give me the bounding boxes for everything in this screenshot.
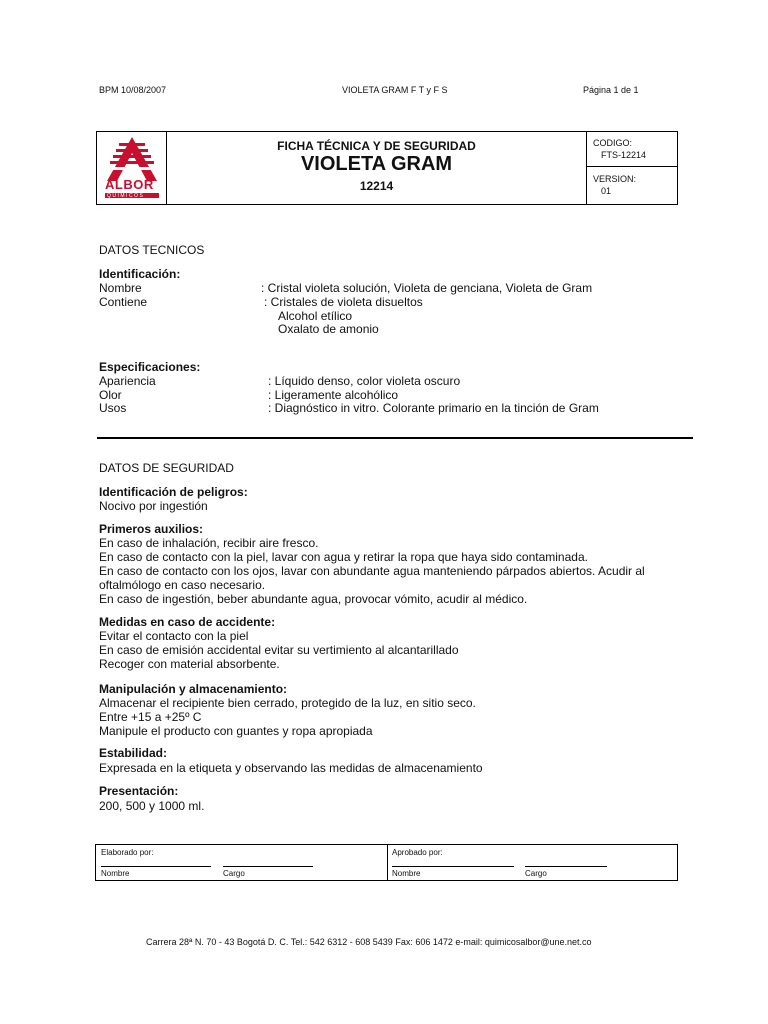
product-code: 12214: [359, 179, 394, 193]
title-cell: [167, 132, 586, 204]
especificaciones-heading: Especificaciones:: [99, 360, 201, 374]
olor-value: : Ligeramente alcohólico: [268, 388, 399, 402]
datos-seguridad-heading: DATOS DE SEGURIDAD: [99, 461, 234, 475]
codigo-label: CODIGO:: [593, 138, 633, 148]
signature-divider: [387, 845, 388, 880]
peligros-heading: Identificación de peligros:: [99, 485, 248, 499]
accidente-line: Evitar el contacto con la piel: [99, 629, 249, 643]
header-right: Página 1 de 1: [583, 85, 639, 95]
apariencia-value: : Líquido denso, color violeta oscuro: [268, 374, 461, 388]
contiene-extra-2: Oxalato de amonio: [278, 322, 379, 336]
sheet-subtitle: FICHA TÉCNICA Y DE SEGURIDAD: [277, 139, 476, 153]
datos-tecnicos-heading: DATOS TECNICOS: [99, 243, 205, 257]
auxilios-text: [99, 536, 645, 606]
logo-subtext: QUIMICOS: [107, 193, 145, 199]
nombre-label: Nombre: [99, 281, 142, 295]
manipulacion-text: [99, 696, 476, 738]
auxilios-heading: Primeros auxilios:: [99, 522, 204, 536]
codigo-value: FTS-12214: [601, 150, 647, 160]
header-left: BPM 10/08/2007: [99, 85, 167, 95]
manipulacion-line: Entre +15 a +25º C: [99, 710, 202, 724]
aprobado-cargo-label: Cargo: [525, 869, 547, 878]
accidente-line: En caso de emisión accidental evitar su vertimiento al alcantarillado: [99, 643, 459, 657]
accidente-text: [99, 629, 459, 671]
contiene-value: : Cristales de violeta disueltos: [264, 295, 423, 309]
manipulacion-heading: Manipulación y almacenamiento:: [99, 682, 288, 696]
auxilios-line: En caso de contacto con los ojos, lavar con abundante agua manteniendo párpados abiertos. Acudir al: [99, 564, 645, 578]
title-box: [96, 131, 678, 205]
auxilios-line: En caso de inhalación, recibir aire fresco.: [99, 536, 319, 550]
presentacion-line: 200, 500 y 1000 ml.: [99, 799, 205, 813]
accidente-line: Recoger con material absorbente.: [99, 657, 280, 671]
peligros-line: Nocivo por ingestión: [99, 499, 208, 513]
estabilidad-text: [99, 761, 483, 775]
logo-cell: [97, 132, 167, 204]
usos-label: Usos: [99, 401, 127, 415]
nombre-value: : Cristal violeta solución, Violeta de genciana, Violeta de Gram: [261, 281, 593, 295]
contiene-label: Contiene: [99, 295, 148, 309]
meta-cell: [586, 132, 678, 204]
logo-text: ALBOR: [105, 177, 154, 192]
elaborado-cargo-line: [223, 866, 313, 867]
accidente-heading: Medidas en caso de accidente:: [99, 615, 276, 629]
apariencia-label: Apariencia: [99, 374, 156, 388]
version-label: VERSION:: [593, 174, 637, 184]
section-divider: [97, 437, 693, 439]
elaborado-nombre-line: [101, 866, 211, 867]
peligros-text: [99, 499, 208, 513]
contiene-extra-1: Alcohol etílico: [278, 309, 353, 323]
presentacion-heading: Presentación:: [99, 784, 179, 798]
aprobado-label: Aprobado por:: [392, 848, 443, 857]
footer-address: Carrera 28ª N. 70 - 43 Bogotá D. C. Tel.: 542 6312 - 608 5439 Fax: 606 1472 e-mail: quimicosalbor@une.net.co: [146, 937, 592, 947]
elaborado-cargo-label: Cargo: [223, 869, 245, 878]
header-center: VIOLETA GRAM F T y F S: [342, 85, 448, 95]
manipulacion-line: Manipule el producto con guantes y ropa apropiada: [99, 724, 373, 738]
codigo-cell: [587, 132, 678, 167]
aprobado-cargo-line: [525, 866, 607, 867]
usos-value: : Diagnóstico in vitro. Colorante primario en la tinción de Gram: [268, 401, 599, 415]
version-value: 01: [601, 186, 612, 196]
manipulacion-line: Almacenar el recipiente bien cerrado, protegido de la luz, en sitio seco.: [99, 696, 476, 710]
identificacion-heading: Identificación:: [99, 267, 181, 281]
aprobado-nombre-line: [392, 866, 514, 867]
auxilios-line: En caso de ingestión, beber abundante agua, provocar vómito, acudir al médico.: [99, 592, 528, 606]
presentacion-text: [99, 799, 204, 813]
estabilidad-heading: Estabilidad:: [99, 746, 168, 760]
aprobado-nombre-label: Nombre: [392, 869, 421, 878]
product-title: VIOLETA GRAM: [300, 153, 453, 175]
estabilidad-line: Expresada en la etiqueta y observando las medidas de almacenamiento: [99, 761, 483, 775]
auxilios-line: oftalmólogo en caso necesario.: [99, 578, 266, 592]
elaborado-nombre-label: Nombre: [101, 869, 130, 878]
olor-label: Olor: [99, 388, 122, 402]
auxilios-line: En caso de contacto con la piel, lavar con agua y retirar la ropa que haya sido contaminada.: [99, 550, 588, 564]
signature-box: [95, 844, 678, 881]
elaborado-label: Elaborado por:: [101, 848, 154, 857]
